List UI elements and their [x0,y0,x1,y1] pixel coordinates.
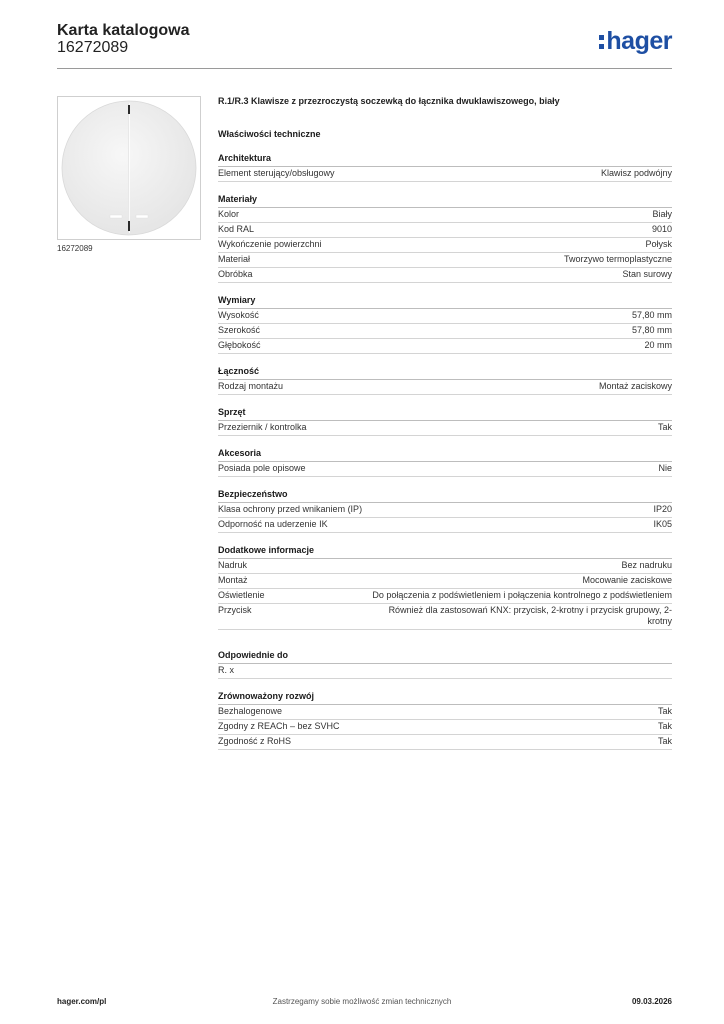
spec-row [218,208,672,223]
image-caption: 16272089 [57,244,93,253]
footer-website-link[interactable]: hager.com/pl [57,997,107,1006]
spec-row [218,167,672,182]
spec-row [218,518,672,533]
spec-label: Bezhalogenowe [218,706,283,716]
spec-row [218,705,672,720]
spec-value: 57,80 mm [631,310,672,320]
section-heading: Dodatkowe informacje [218,545,672,559]
spec-section [218,691,672,750]
spec-label: Wysokość [218,310,259,320]
product-image [57,96,201,240]
section-heading: Wymiary [218,295,672,309]
spec-value: 20 mm [644,340,672,350]
spec-label: Przeziernik / kontrolka [218,422,307,432]
section-heading: Bezpieczeństwo [218,489,672,503]
spec-value: Stan surowy [622,269,672,279]
section-heading: Zrównoważony rozwój [218,691,672,705]
spec-row [218,324,672,339]
spec-row [218,380,672,395]
footer-date: 09.03.2026 [631,997,672,1006]
spec-row [218,503,672,518]
spec-value: Biały [652,209,672,219]
spec-value: Tak [657,736,672,746]
spec-label: Przycisk [218,605,252,615]
round-rocker-switch-icon [58,97,200,239]
spec-value: Do połączenia z podświetleniem i połączenia kontrolnego z podświetleniem [372,590,672,600]
spec-label: Głębokość [218,340,261,350]
spec-section [218,489,672,533]
spec-value: Tworzywo termoplastyczne [563,254,672,264]
spec-row [218,589,672,604]
spec-label: Nadruk [218,560,248,570]
spec-label: Kolor [218,209,240,219]
spec-value: IK05 [653,519,672,529]
page-title: Karta katalogowa [57,22,190,39]
spec-label: Kod RAL [218,224,255,234]
spec-value: IP20 [653,504,672,514]
spec-label: Klasa ochrony przed wnikaniem (IP) [218,504,363,514]
spec-label: Posiada pole opisowe [218,463,306,473]
spec-section [218,650,672,679]
product-title: R.1/R.3 Klawisze z przezroczystą soczewką do łącznika dwuklawiszowego, biały [218,96,560,106]
logo-text: hager [606,27,672,55]
section-heading: Materiały [218,194,672,208]
spec-section [218,407,672,436]
spec-sections [218,153,672,750]
spec-label: Rodzaj montażu [218,381,284,391]
section-heading: Odpowiednie do [218,650,672,664]
footer-disclaimer: Zastrzegamy sobie możliwość zmian technicznych [272,997,452,1006]
spec-value: 57,80 mm [631,325,672,335]
spec-value: Mocowanie zaciskowe [582,575,672,585]
spec-section [218,295,672,354]
spec-row [218,309,672,324]
spec-row [218,268,672,283]
spec-section [218,366,672,395]
spec-label: Zgodny z REACh – bez SVHC [218,721,340,731]
spec-value: 9010 [651,224,672,234]
spec-section [218,153,672,182]
spec-row [218,253,672,268]
spec-row [218,735,672,750]
spec-label: Wykończenie powierzchni [218,239,322,249]
spec-label: Materiał [218,254,251,264]
spec-section [218,194,672,283]
spec-row [218,421,672,436]
spec-value: Tak [657,706,672,716]
spec-label: Element sterujący/obsługowy [218,168,335,178]
spec-row [218,604,672,630]
spec-row [218,559,672,574]
spec-row [218,574,672,589]
spec-value: Połysk [645,239,672,249]
properties-heading: Właściwości techniczne [218,129,321,139]
spec-value: Nie [658,463,672,473]
section-heading: Sprzęt [218,407,672,421]
spec-value: Tak [657,422,672,432]
spec-row [218,339,672,354]
logo-colon-icon [599,32,604,50]
spec-value: Klawisz podwójny [600,168,672,178]
spec-row [218,223,672,238]
spec-label: Odporność na uderzenie IK [218,519,328,529]
brand-logo[interactable] [599,27,672,55]
spec-value: Bez nadruku [621,560,672,570]
spec-label: R. x [218,665,235,675]
spec-row [218,664,672,679]
catalog-number: 16272089 [57,39,129,56]
header-divider [57,68,672,69]
section-heading: Akcesoria [218,448,672,462]
spec-label: Obróbka [218,269,253,279]
spec-row [218,462,672,477]
spec-row [218,720,672,735]
spec-section [218,545,672,630]
spec-label: Montaż [218,575,248,585]
spec-value: Również dla zastosowań KNX: przycisk, 2-krotny i przycisk grupowy, 2-krotny [388,605,672,626]
spec-label: Oświetlenie [218,590,265,600]
spec-value: Tak [657,721,672,731]
spec-label: Szerokość [218,325,261,335]
spec-row [218,238,672,253]
spec-value: Montaż zaciskowy [598,381,672,391]
spec-label: Zgodność z RoHS [218,736,292,746]
section-heading: Łączność [218,366,672,380]
spec-content [218,95,672,762]
spec-section [218,448,672,477]
section-heading: Architektura [218,153,672,167]
